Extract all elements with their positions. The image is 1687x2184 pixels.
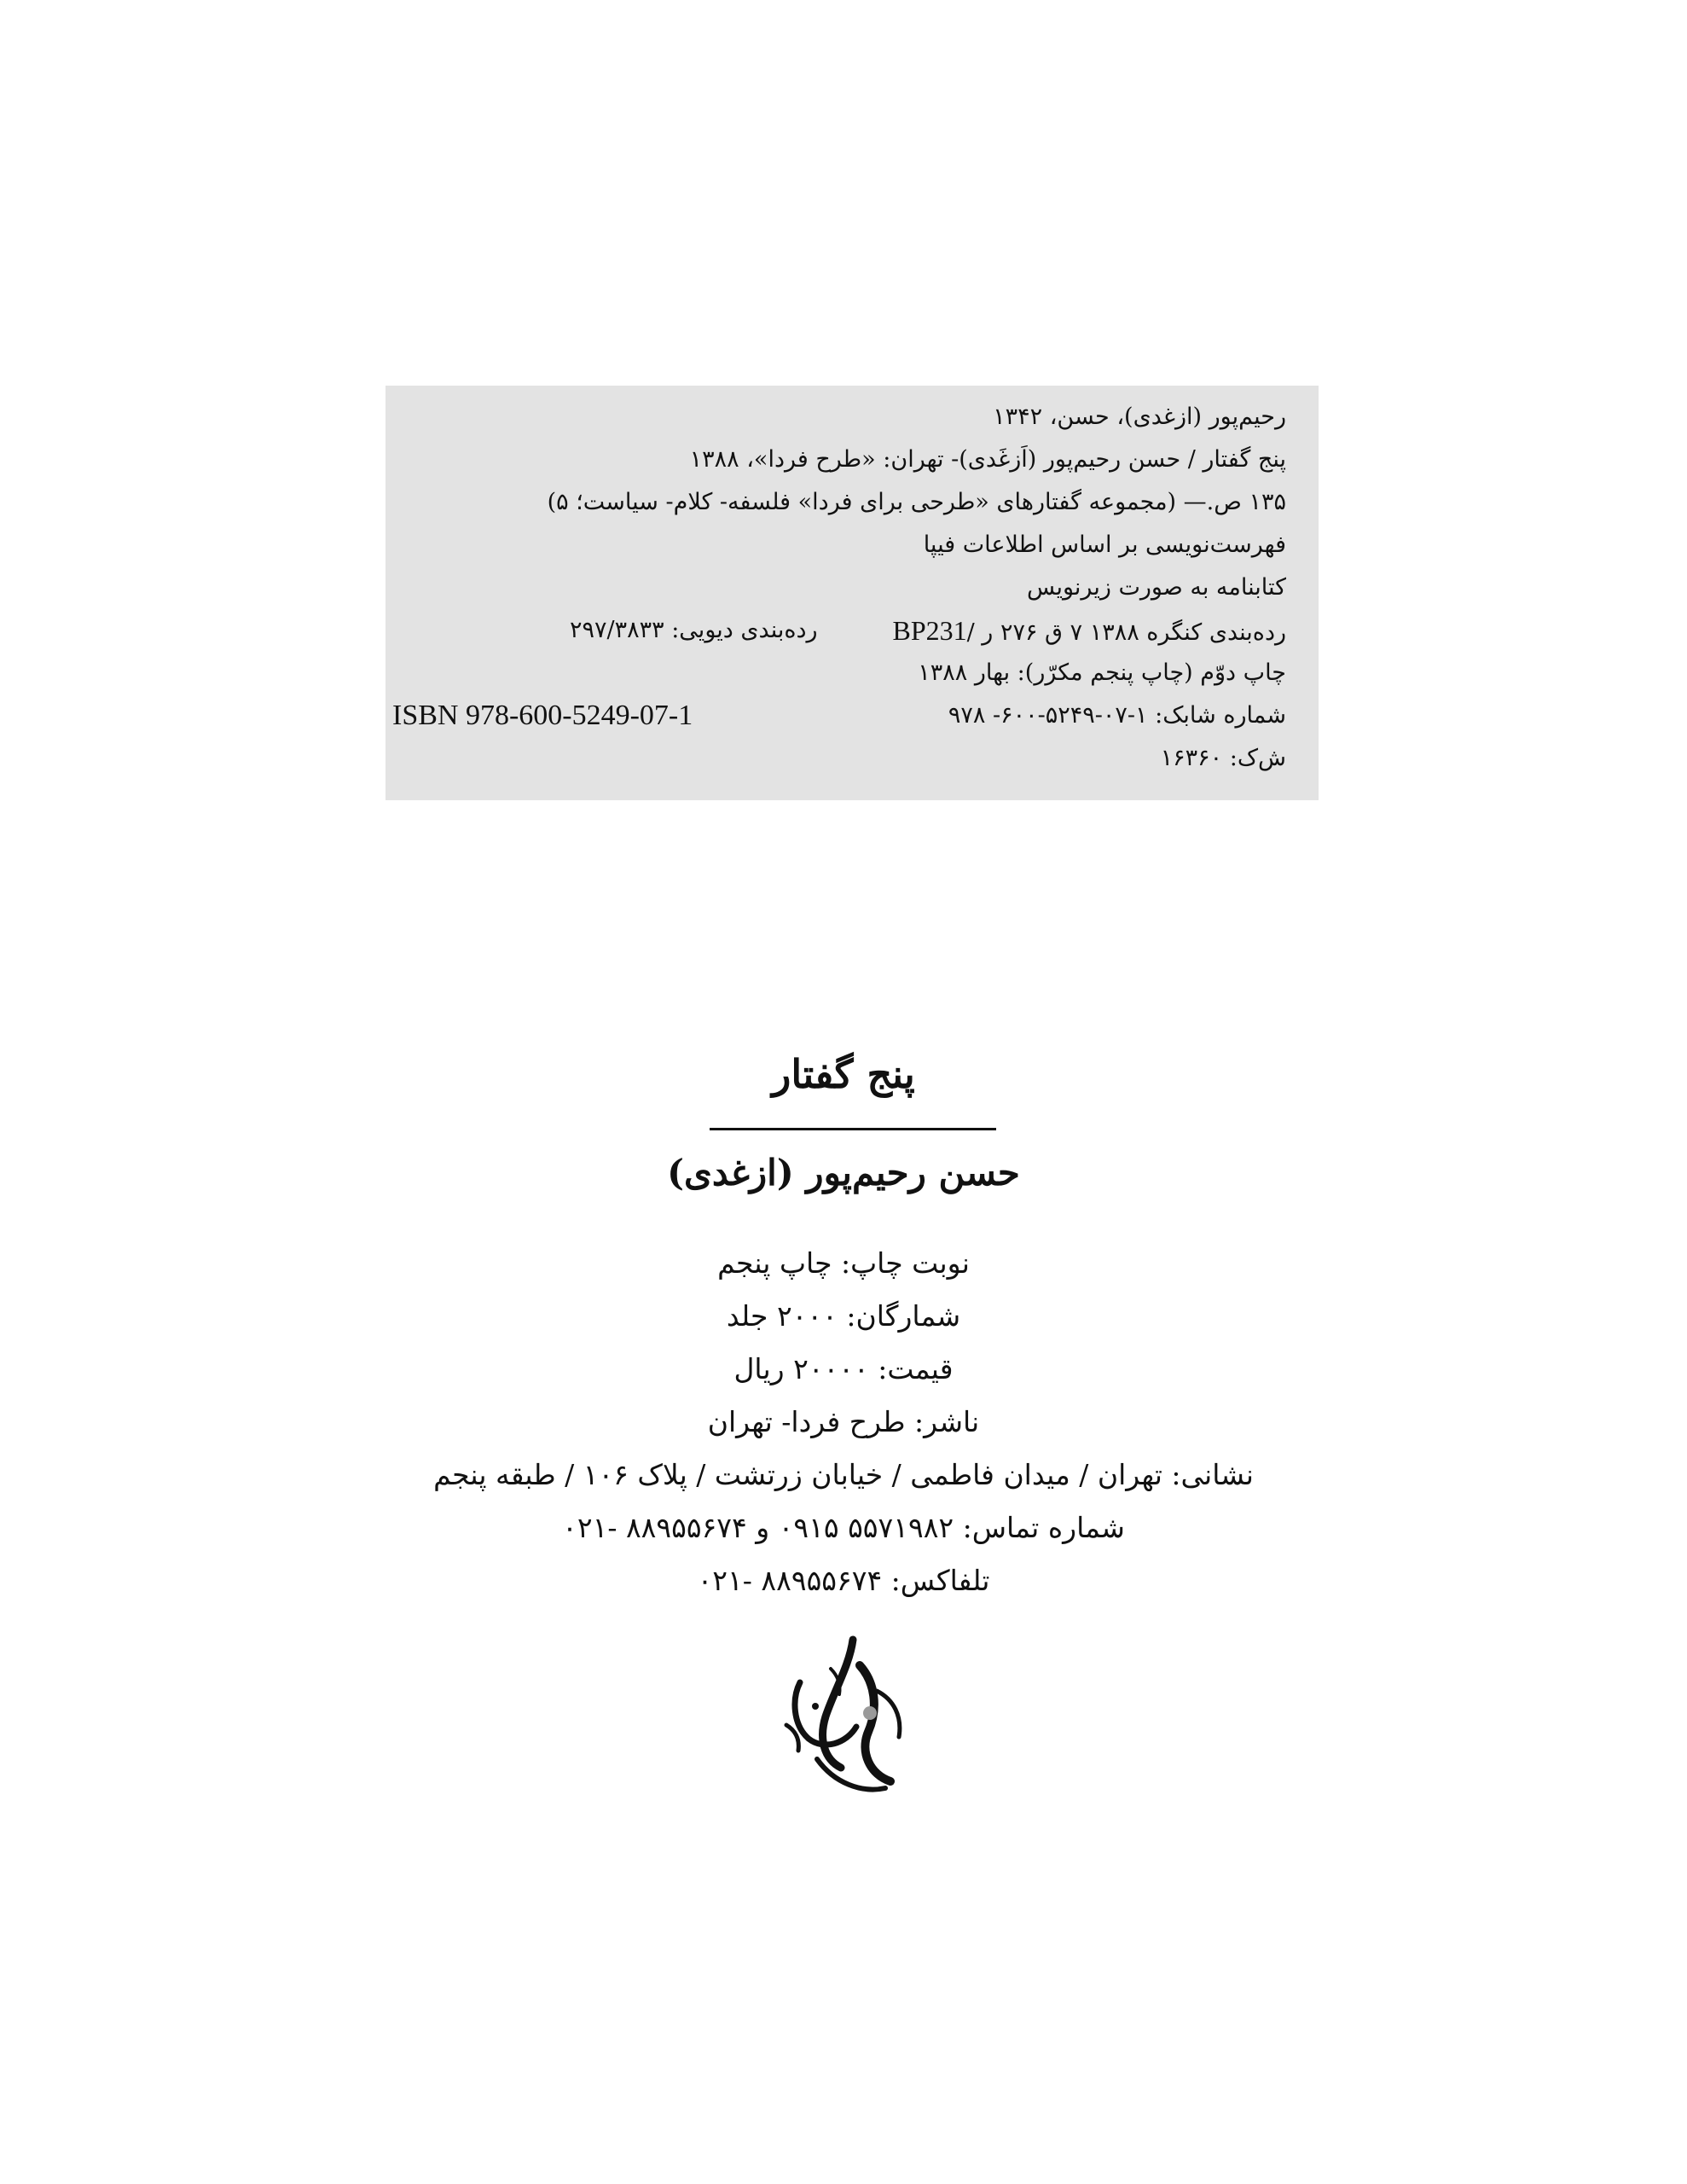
- congress-classification-code: BP231: [892, 615, 967, 646]
- print-run: شمارگان: ۲۰۰۰ جلد: [726, 1299, 961, 1333]
- cip-line-author-entry: رحیم‌پور (ازغدی)، حسن، ۱۳۴۲: [993, 404, 1286, 430]
- cip-line-title-statement: پنج گفتار / حسن رحیم‌پور (اَزغَدی)- تهران: «طرح فردا»، ۱۳۸۸: [689, 446, 1286, 473]
- cip-line-edition: چاپ دوّم (چاپ پنجم مکرّر): بهار ۱۳۸۸: [918, 659, 1286, 686]
- contact-phone: شماره تماس: ۵۵۷۱۹۸۲ ۰۹۱۵ و ۸۸۹۵۵۶۷۴ -۰۲۱: [562, 1511, 1125, 1544]
- cip-line-isbn: [392, 694, 1286, 737]
- book-author: حسن رحیم‌پور (ازغدی): [667, 1152, 1020, 1194]
- fax-number: تلفاکس: ۸۸۹۵۵۶۷۴ -۰۲۱: [697, 1564, 990, 1597]
- congress-classification: [892, 609, 1286, 654]
- cip-line-bibliography-note: کتابنامه به صورت زیرنویس: [1027, 574, 1286, 601]
- dewey-classification: رده‌بندی دیویی: ۲۹۷/۳۸۳۳: [570, 617, 818, 643]
- isbn-number: ISBN 978-600-5249-07-1: [392, 700, 693, 731]
- shabak-number: شماره شابک: ۱-۰۷-۵۲۴۹-۶۰۰- ۹۷۸: [948, 702, 1286, 729]
- book-title: پنج گفتار: [772, 1051, 915, 1097]
- cip-line-fipa-note: فهرست‌نویسی بر اساس اطلاعات فیپا: [923, 531, 1286, 558]
- title-underline-divider: [710, 1128, 996, 1130]
- publisher: ناشر: طرح فردا- تهران: [707, 1405, 980, 1438]
- cip-line-physical-description: ۱۳۵ ص.— (مجموعه گفتارهای «طرحی برای فردا» فلسفه- کلام- سیاست؛ ۵): [547, 489, 1286, 515]
- print-edition: نوبت چاپ: چاپ پنجم: [717, 1246, 970, 1280]
- cip-line-national-bibliography-number: ش‌ک: ۱۶۳۶۰: [1160, 745, 1286, 771]
- price: قیمت: ۲۰۰۰۰ ریال: [733, 1352, 954, 1385]
- calligraphic-publisher-logo-icon: [774, 1631, 919, 1802]
- colophon: [0, 1237, 1687, 1607]
- congress-classification-text: رده‌بندی کنگره ۱۳۸۸ ۷ ق ۲۷۶ ر /: [966, 619, 1286, 646]
- publisher-address: نشانی: تهران / میدان فاطمی / خیابان زرتشت / پلاک ۱۰۶ / طبقه پنجم: [433, 1458, 1254, 1491]
- cataloging-in-publication-box: [386, 386, 1319, 800]
- cip-line-classification: [399, 609, 1286, 652]
